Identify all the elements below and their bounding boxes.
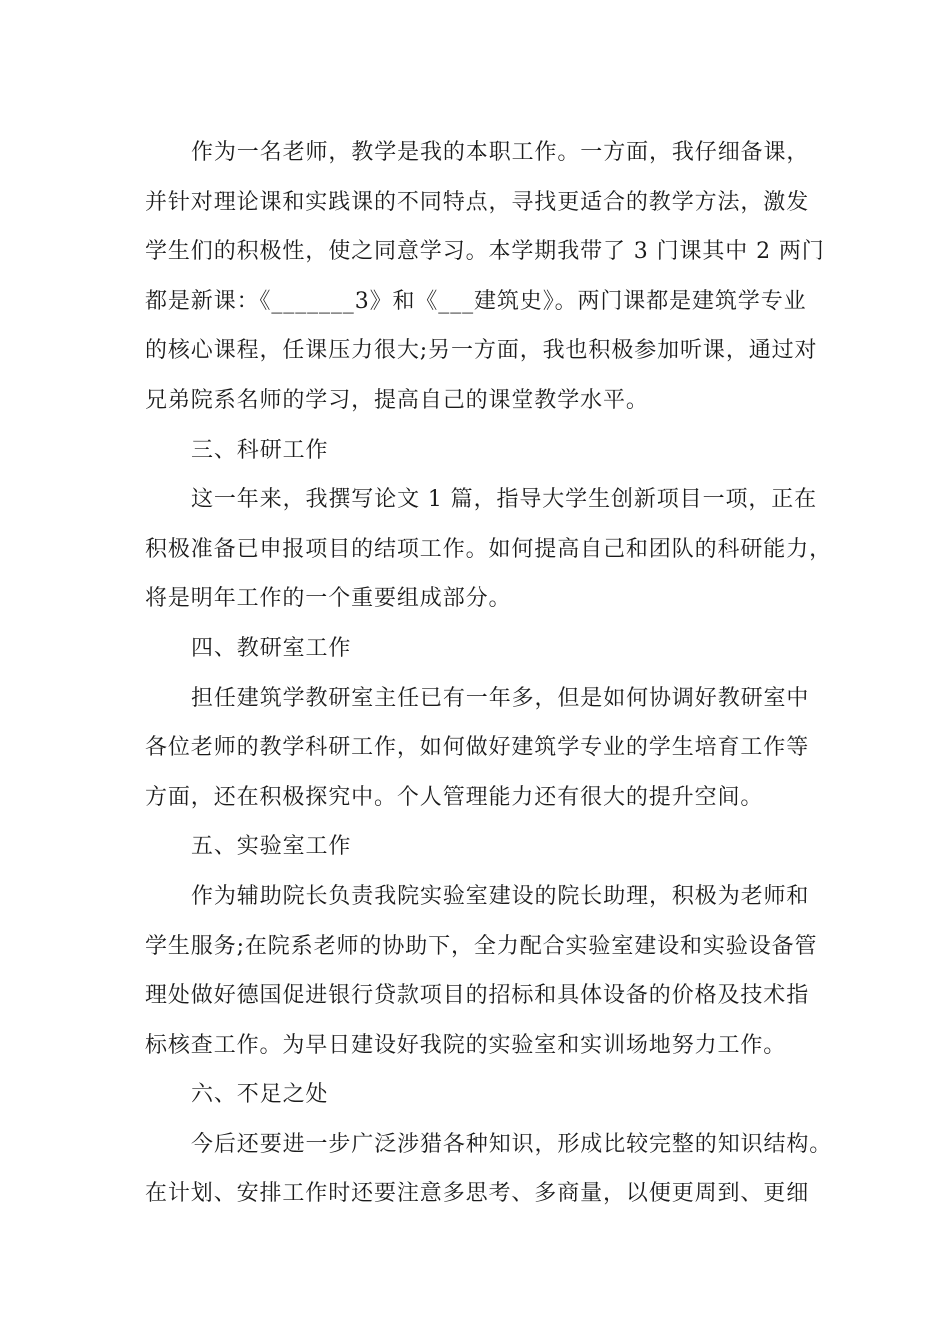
paragraph-line: 都是新课：《_______3》和《___建筑史》。两门课都是建筑学专业	[145, 288, 807, 314]
paragraph-line: 作为辅助院长负责我院实验室建设的院长助理，积极为老师和	[191, 883, 810, 909]
paragraph-line: 学生们的积极性，使之同意学习。本学期我带了 3 门课其中 2 两门	[145, 239, 825, 265]
paragraph-line: 作为一名老师，教学是我的本职工作。一方面，我仔细备课，	[191, 140, 810, 165]
paragraph-line: 各位老师的教学科研工作，如何做好建筑学专业的学生培育工作等	[145, 735, 810, 761]
paragraph-line: 的核心课程，任课压力很大;另一方面，我也积极参加听课，通过对	[145, 338, 818, 364]
paragraph-line: 今后还要进一步广泛涉猎各种知识，形成比较完整的知识结构。	[191, 1131, 833, 1157]
paragraph-lab	[145, 872, 818, 1070]
section-heading-teaching-office: 四、教研室工作	[191, 635, 352, 661]
paragraph-line: 积极准备已申报项目的结项工作。如何提高自己和团队的科研能力，	[145, 536, 833, 562]
document-body	[145, 128, 833, 1219]
paragraph-line: 方面，还在积极探究中。个人管理能力还有很大的提升空间。	[145, 784, 764, 810]
paragraph-line: 在计划、安排工作时还要注意多思考、多商量，以便更周到、更细	[145, 1181, 810, 1207]
section-heading-research: 三、科研工作	[191, 437, 329, 463]
paragraph-teaching-office	[145, 674, 810, 823]
section-heading-shortcomings: 六、不足之处	[191, 1082, 329, 1108]
paragraph-line: 并针对理论课和实践课的不同特点，寻找更适合的教学方法，激发	[145, 189, 810, 215]
paragraph-line: 兄弟院系名师的学习，提高自己的课堂教学水平。	[145, 387, 649, 413]
paragraph-line: 学生服务;在院系老师的协助下，全力配合实验室建设和实验设备管	[145, 933, 818, 959]
paragraph-line: 标核查工作。为早日建设好我院的实验室和实训场地努力工作。	[145, 1032, 787, 1058]
paragraph-line: 这一年来，我撰写论文 1 篇，指导大学生创新项目一项，正在	[191, 487, 818, 513]
paragraph-line: 担任建筑学教研室主任已有一年多，但是如何协调好教研室中	[191, 685, 810, 711]
section-heading-lab: 五、实验室工作	[191, 834, 352, 860]
paragraph-teaching	[145, 128, 825, 426]
paragraph-line: 将是明年工作的一个重要组成部分。	[145, 586, 512, 612]
paragraph-research	[145, 475, 833, 624]
paragraph-shortcomings	[145, 1120, 833, 1219]
paragraph-line: 理处做好德国促进银行贷款项目的招标和具体设备的价格及技术指	[145, 983, 810, 1009]
